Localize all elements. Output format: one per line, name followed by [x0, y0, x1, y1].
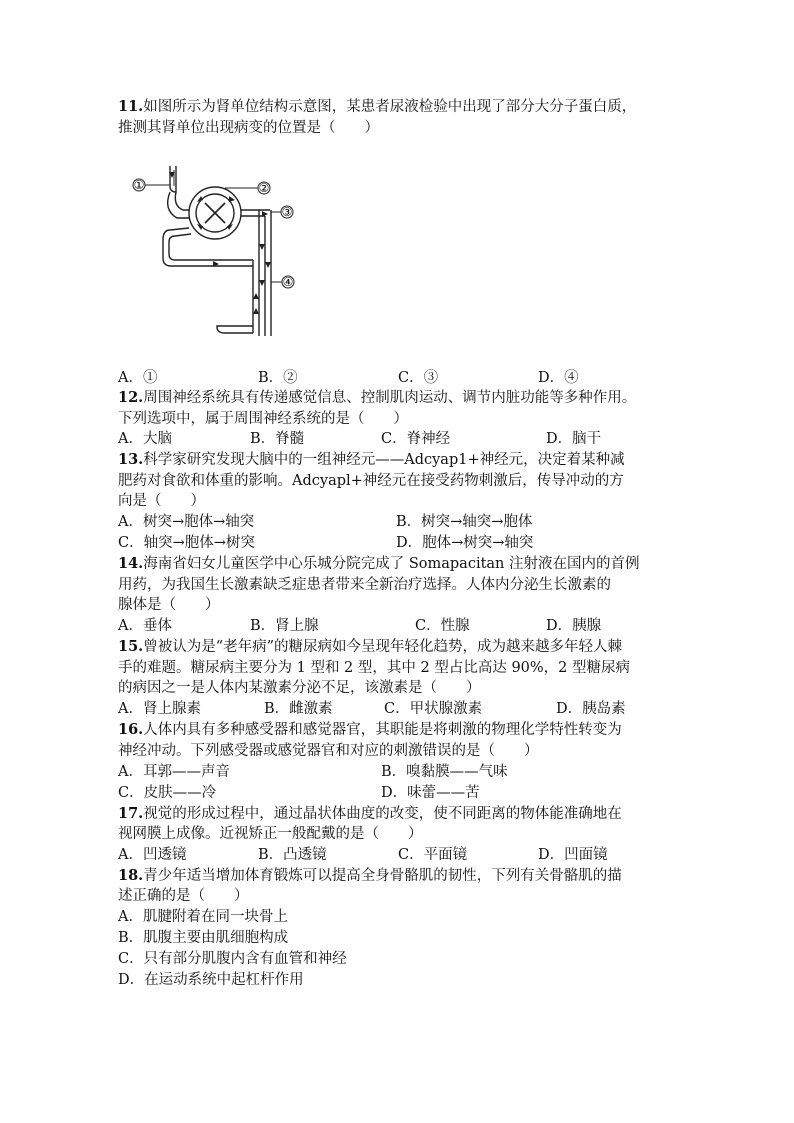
q17-number: 17.	[118, 805, 144, 822]
q12-option-b[interactable]: B．脊髓	[250, 431, 305, 447]
q14-stem-line1: 14.海南省妇女儿童医学中心乐城分院完成了 Somapacitan 注射液在国内的首例	[118, 555, 640, 572]
q11-option-d[interactable]: D．④	[538, 370, 579, 386]
q17-stem-line1: 17.视觉的形成过程中，通过晶状体曲度的改变，使不同距离的物体能准确地在	[118, 805, 622, 822]
q11-option-b[interactable]: B．②	[258, 370, 298, 386]
q15-option-a[interactable]: A．肾上腺素	[118, 701, 201, 717]
q15-number: 15.	[118, 638, 144, 655]
q11-option-c[interactable]: C．③	[398, 370, 439, 386]
diagram-label-3: ③	[281, 205, 293, 219]
q11-number: 11.	[118, 98, 144, 115]
q17-option-d[interactable]: D．凹面镜	[538, 847, 608, 863]
q13-option-d[interactable]: D．胞体→树突→轴突	[396, 535, 534, 551]
q15-stem-line2: 手的难题。糖尿病主要分为 1 型和 2 型，其中 2 型占比高达 90%，2 型糖尿病	[118, 660, 631, 676]
q16-option-c[interactable]: C．皮肤——冷	[118, 785, 217, 801]
q17-option-c[interactable]: C．平面镜	[398, 847, 468, 863]
q16-option-a[interactable]: A．耳郭——声音	[118, 764, 230, 780]
diagram-label-2: ②	[258, 181, 270, 195]
q18-option-c[interactable]: C．只有部分肌腹内含有血管和神经	[118, 951, 347, 967]
q16-option-d[interactable]: D．味蕾——苦	[381, 785, 480, 801]
q15-option-d[interactable]: D．胰岛素	[556, 701, 626, 717]
q16-option-b[interactable]: B．嗅黏膜——气味	[381, 764, 508, 780]
q12-number: 12.	[118, 389, 144, 406]
q17-stem-line2: 视网膜上成像。近视矫正一般配戴的是（ ）	[118, 826, 423, 842]
q18-number: 18.	[118, 867, 144, 884]
q14-option-c[interactable]: C．性腺	[415, 618, 470, 634]
q14-option-d[interactable]: D．胰腺	[546, 618, 602, 634]
q15-option-b[interactable]: B．雌激素	[264, 701, 333, 717]
q18-stem-line2: 述正确的是（ ）	[118, 888, 249, 904]
q14-stem-line3: 腺体是（ ）	[118, 597, 220, 613]
diagram-label-1: ①	[133, 178, 145, 192]
q12-stem-line1: 12.周围神经系统具有传递感觉信息、控制肌肉运动、调节内脏功能等多种作用。	[118, 389, 637, 406]
q13-stem-line3: 向是（ ）	[118, 493, 205, 509]
q14-option-b[interactable]: B．肾上腺	[250, 618, 319, 634]
q13-stem-line2: 肥药对食欲和体重的影响。Adcyapl+神经元在接受药物刺激后，传导冲动的方	[118, 473, 624, 489]
q11-stem-line1: 11.如图所示为肾单位结构示意图，某患者尿液检验中出现了部分大分子蛋白质，	[118, 98, 637, 115]
q13-option-a[interactable]: A．树突→胞体→轴突	[118, 514, 255, 530]
q17-option-a[interactable]: A．凹透镜	[118, 847, 187, 863]
q18-stem-line1: 18.青少年适当增加体育锻炼可以提高全身骨骼肌的韧性，下列有关骨骼肌的描	[118, 867, 622, 884]
q14-option-a[interactable]: A．垂体	[118, 618, 172, 634]
q18-option-d[interactable]: D．在运动系统中起杠杆作用	[118, 972, 304, 988]
q15-stem-line3: 的病因之一是人体内某激素分泌不足，该激素是（ ）	[118, 680, 481, 696]
q13-option-b[interactable]: B．树突→轴突→胞体	[396, 514, 533, 530]
q16-stem-line2: 神经冲动。下列感受器或感觉器官和对应的刺激错误的是（ ）	[118, 743, 539, 759]
q11-stem-line2: 推测其肾单位出现病变的位置是（ ）	[118, 120, 379, 136]
q12-option-d[interactable]: D．脑干	[546, 431, 602, 447]
q15-stem-line1: 15.曾被认为是“老年病”的糖尿病如今呈现年轻化趋势，成为越来越多年轻人棘	[118, 638, 623, 655]
q12-option-c[interactable]: C．脊神经	[381, 431, 451, 447]
q14-number: 14.	[118, 555, 144, 572]
q18-option-b[interactable]: B．肌腹主要由肌细胞构成	[118, 930, 289, 946]
q12-stem-line2: 下列选项中，属于周围神经系统的是（ ）	[118, 411, 408, 427]
diagram-label-4: ④	[282, 275, 294, 289]
q18-option-a[interactable]: A．肌腱附着在同一块骨上	[118, 909, 288, 925]
q13-option-c[interactable]: C．轴突→胞体→树突	[118, 535, 255, 551]
q14-stem-line2: 用药，为我国生长激素缺乏症患者带来全新治疗选择。人体内分泌生长激素的	[118, 577, 611, 593]
q12-option-a[interactable]: A．大脑	[118, 431, 172, 447]
q16-number: 16.	[118, 721, 144, 738]
q17-option-b[interactable]: B．凸透镜	[258, 847, 327, 863]
q13-stem-line1: 13.科学家研究发现大脑中的一组神经元——Adcyap1+神经元，决定着某种减	[118, 451, 625, 468]
q16-stem-line1: 16.人体内具有多种感受器和感觉器官，其职能是将刺激的物理化学特性转变为	[118, 721, 622, 738]
q13-number: 13.	[118, 451, 144, 468]
q11-option-a[interactable]: A．①	[118, 370, 158, 386]
nephron-diagram	[125, 158, 315, 340]
q15-option-c[interactable]: C．甲状腺激素	[384, 701, 483, 717]
